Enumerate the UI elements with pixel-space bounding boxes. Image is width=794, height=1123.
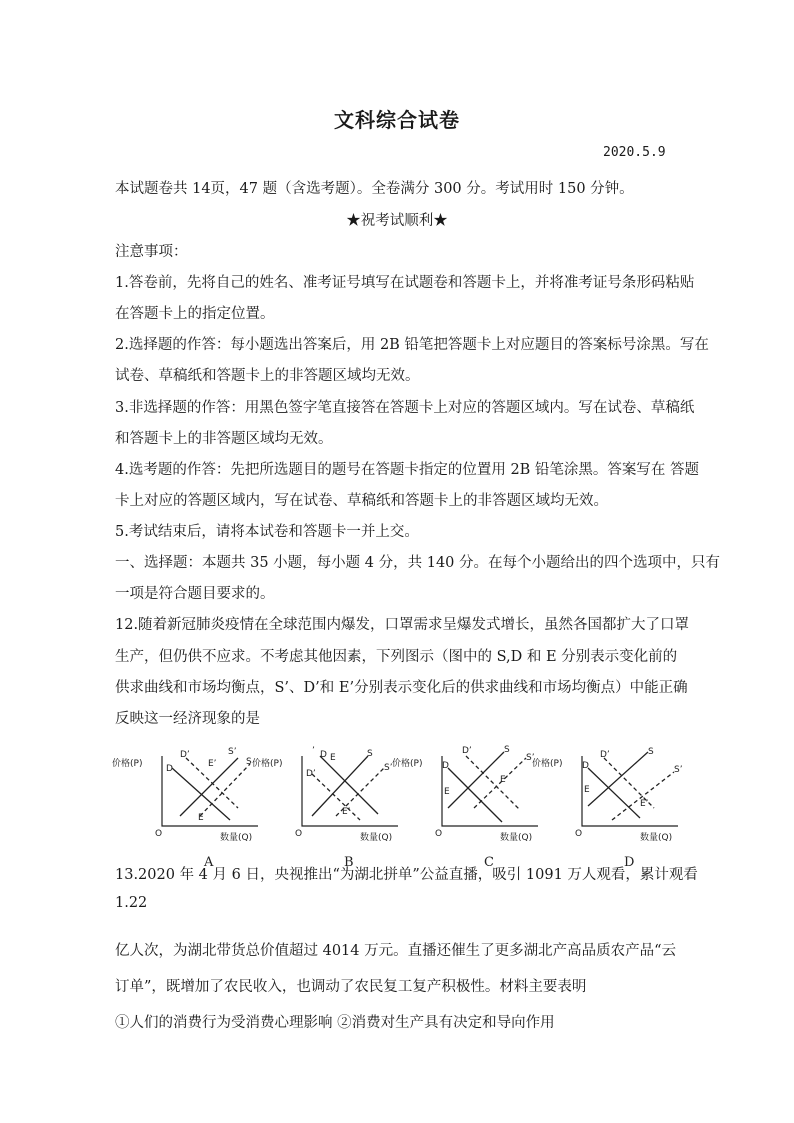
notice-line: 试卷、草稿纸和答题卡上的非答题区域均无效。 <box>115 368 420 384</box>
supply-curve <box>312 756 368 816</box>
label-d-prime: D’ <box>306 769 316 779</box>
label-d-prime: D’ <box>600 750 610 760</box>
notice-line: 4.选考题的作答：先把所选题目的题号在答题卡指定的位置用 2B 铅笔涂黑。答案写在 答题 <box>115 462 700 478</box>
y-axis-label: 价格(P) <box>112 759 143 769</box>
caption-c: C <box>484 855 494 870</box>
label-e-prime: E’ <box>342 807 351 817</box>
notice-line: 2.选择题的作答：每小题选出答案后，用 2B 铅笔把答题卡上对应题目的答案标号涂黑。写在 <box>115 337 709 353</box>
label-e: E <box>198 813 204 823</box>
origin-label: O <box>295 829 303 839</box>
label-s-prime: S’ <box>674 765 683 775</box>
question-13-line: 13.2020 年 4 月 6 日，央视推出“为湖北拼单”公益直播，吸引 1091 万人观看，累计观看 <box>115 867 698 883</box>
supply-curve <box>588 752 648 806</box>
section-heading: 一、选择题：本题共 35 小题，每小题 4 分，共 140 分。在每个小题给出的四个选项中，只有 <box>115 555 721 571</box>
notice-line: 5.考试结束后，请将本试卷和答题卡一并上交。 <box>115 524 419 540</box>
label-s: S <box>367 749 373 759</box>
label-d: D <box>320 750 327 760</box>
y-axis-label: 价格(P) <box>532 759 563 769</box>
label-s-prime: S’ <box>526 753 535 763</box>
question-12-line: 供求曲线和市场均衡点，S’、D’和 E’分别表示变化后的供求曲线和市场均衡点）中能正确 <box>115 680 688 696</box>
origin-label: O <box>575 829 583 839</box>
question-13-line: 订单”，既增加了农民收入，也调动了农民复工复产积极性。材料主要表明 <box>115 979 587 995</box>
label-tick: ’ <box>312 746 315 756</box>
label-s: S <box>504 745 510 755</box>
label-s: S <box>246 757 252 767</box>
question-12-line: 生产，但仍供不应求。不考虑其他因素，下列图示（图中的 S,D 和 E 分别表示变化前的 <box>115 649 678 665</box>
label-d-prime: D’ <box>180 750 190 760</box>
supply-curve-shifted <box>612 772 674 820</box>
label-s-prime: S’ <box>228 747 237 757</box>
caption-b: B <box>344 855 354 870</box>
exam-date: 2020.5.9 <box>603 145 666 160</box>
x-axis-label: 数量(Q) <box>640 833 673 843</box>
demand-curve-shifted <box>466 756 520 810</box>
label-s-prime: S’ <box>384 763 393 773</box>
label-s: S <box>648 747 654 757</box>
question-13-line: 亿人次，为湖北带货总价值超过 4014 万元。直播还催生了更多湖北产高品质农产品“云 <box>115 943 677 959</box>
x-axis-label: 数量(Q) <box>220 833 253 843</box>
y-axis-label: 价格(P) <box>392 759 423 769</box>
label-e: E <box>584 785 590 795</box>
supply-curve <box>448 752 504 808</box>
origin-label: O <box>435 829 443 839</box>
demand-curve <box>448 768 502 822</box>
notice-line: 1.答卷前，先将自己的姓名、准考证号填写在试题卷和答题卡上，并将准考证号条形码粘贴 <box>115 275 695 291</box>
question-13-line: 1.22 <box>115 895 148 911</box>
notice-line: 和答题卡上的非答题区域均无效。 <box>115 431 333 447</box>
label-e-prime: E’ <box>640 799 649 809</box>
label-d: D <box>166 764 173 774</box>
label-d: D <box>582 761 589 771</box>
x-axis-label: 数量(Q) <box>360 833 393 843</box>
caption-a: A <box>204 855 214 870</box>
label-e: E <box>330 753 336 763</box>
supply-demand-figures <box>112 738 683 878</box>
y-axis-label: 价格(P) <box>252 759 283 769</box>
x-axis-label: 数量(Q) <box>500 833 533 843</box>
exam-title: 文科综合试卷 <box>334 108 460 132</box>
demand-curve <box>588 768 640 818</box>
label-d: D <box>442 761 449 771</box>
demand-curve-shifted <box>312 774 360 820</box>
origin-label: O <box>155 829 163 839</box>
figure-d-svg <box>532 738 700 878</box>
blessing-text: ★祝考试顺利★ <box>346 213 448 229</box>
notice-line: 在答题卡上的指定位置。 <box>115 306 275 322</box>
caption-d: D <box>624 855 635 870</box>
question-12-line: 反映这一经济现象的是 <box>115 711 260 727</box>
label-e-prime: E’ <box>208 759 217 769</box>
axes <box>582 756 678 826</box>
notice-heading: 注意事项： <box>115 244 188 260</box>
label-e: E <box>444 787 450 797</box>
label-e-prime: E’ <box>500 775 509 785</box>
figure-d <box>532 738 700 878</box>
section-heading: 一项是符合题目要求的。 <box>115 586 275 602</box>
demand-curve <box>320 756 378 814</box>
notice-line: 3.非选择题的作答：用黑色签字笔直接答在答题卡上对应的答题区域内。写在试卷、草稿纸 <box>115 400 695 416</box>
question-12-line: 12.随着新冠肺炎疫情在全球范围内爆发，口罩需求呈爆发式增长，虽然各国都扩大了口罩 <box>115 617 690 633</box>
question-13-option-line: ①人们的消费行为受消费心理影响 ②消费对生产具有决定和导向作用 <box>115 1015 555 1031</box>
label-d-prime: D’ <box>462 746 472 756</box>
intro-text: 本试题卷共 14页，47 题（含选考题）。全卷满分 300 分。考试用时 150 分钟。 <box>115 181 634 197</box>
notice-line: 卡上对应的答题区域内，写在试卷、草稿纸和答题卡上的非答题区域均无效。 <box>115 493 608 509</box>
